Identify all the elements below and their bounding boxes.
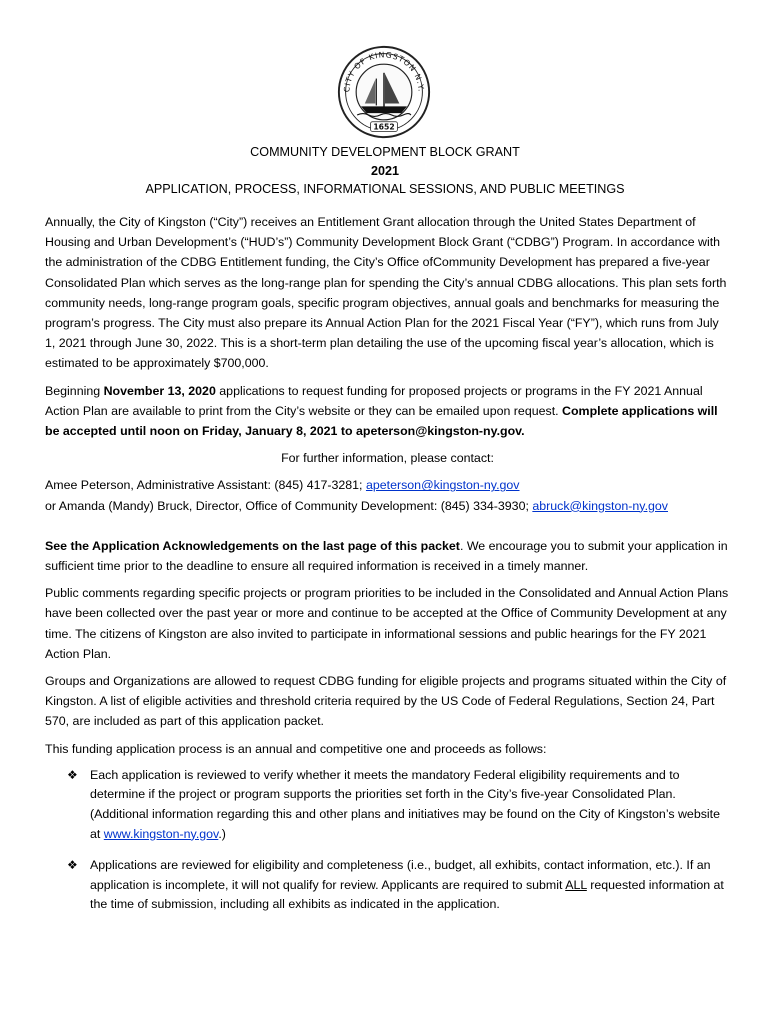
step-2-all-emphasis: ALL xyxy=(565,877,587,892)
document-body xyxy=(45,212,730,927)
contact-peterson-text: Amee Peterson, Administrative Assistant: (845) 417-3281; xyxy=(45,478,366,493)
header-year: 2021 xyxy=(370,163,400,178)
contact-line-bruck xyxy=(45,496,730,516)
acknowledgement-paragraph xyxy=(45,536,730,576)
deadline-middle: applications to request funding for proposed projects or programs in the FY 2021 Annual Action Plan are available to print from the City’s website or they can be emailed upon request. xyxy=(45,383,703,418)
process-intro: This funding application process is an annual and competitive one and proceeds as follows: xyxy=(45,741,547,756)
deadline-prefix: Beginning xyxy=(45,383,104,398)
step-2-end: requested information at the time of submission, including all exhibits as indicated in the application. xyxy=(90,877,724,912)
diamond-bullet-icon: ❖ xyxy=(67,767,78,782)
contact-block xyxy=(45,475,730,515)
website-link[interactable]: www.kingston-ny.gov xyxy=(103,826,219,841)
deadline-statement: Complete applications will be accepted until noon on Friday, January 8, 2021 to apeterson@kingston-ny.gov. xyxy=(45,403,718,439)
contact-line-peterson xyxy=(45,475,730,495)
diamond-bullet-icon: ❖ xyxy=(67,858,78,873)
contact-intro: For further information, please contact: xyxy=(281,451,494,466)
step-1-text: Each application is reviewed to verify whether it meets the mandatory Federal eligibility requirements and to determine if the project or program supports the priorities set forth in the City’s five-year Consolidated Plan. (Additional information regarding this and other plans and initiatives may be found on the City of Kingston’s website at xyxy=(90,767,720,841)
email-link-bruck[interactable]: abruck@kingston-ny.gov xyxy=(532,498,668,513)
deadline-paragraph xyxy=(45,381,730,442)
process-step-1 xyxy=(45,766,730,844)
process-step-2 xyxy=(45,856,730,915)
acknowledgement-bold: See the Application Acknowledgements on the last page of this packet xyxy=(45,538,460,553)
document-header xyxy=(40,143,730,199)
step-1-end: .) xyxy=(218,826,226,841)
step-2-text: Applications are reviewed for eligibility and completeness (i.e., budget, all exhibits, contact information, etc.). If an application is incomplete, it will not qualify for review. Applicants are required to submit xyxy=(90,858,711,892)
public-comments-paragraph: Public comments regarding specific projects or program priorities to be included in the Consolidated and Annual Action Plans have been collected over the past year or more and continue to be accepted at the Office of Community Development at any time. The citizens of Kingston are also invited to participate in informational sessions and public hearings for the FY 2021 Action Plan. xyxy=(45,586,729,661)
intro-paragraph: Annually, the City of Kingston (“City”) receives an Entitlement Grant allocation through the United States Department of Housing and Urban Development’s (“HUD’s”) Community Development Block Grant (“CDBG”) Program. In accordance with the administration of the CDBG Entitlement funding, the City’s Office ofCommunity Development has prepared a five-year Consolidated Plan which serves as the long-range plan for spending the City’s annual CDBG allocations. This plan sets forth community needs, long-range program goals, specific program objectives, annual goals and benchmarks for measuring the program’s progress. The City must also prepare its Annual Action Plan for the 2021 Fiscal Year (“FY”), which runs from July 1, 2021 through June 30, 2022. This is a short-term plan detailing the use of the upcoming fiscal year’s allocation, which is estimated to be approximately $700,000. xyxy=(45,215,727,371)
groups-paragraph: Groups and Organizations are allowed to request CDBG funding for eligible projects and programs situated within the City of Kingston. A list of eligible activities and threshold criteria required by the US Code of Federal Regulations, Section 24, Part 570, are included as part of this application packet. xyxy=(45,674,727,729)
seal-ring-text: CITY OF KINGSTON N.Y. xyxy=(342,50,426,93)
seal-year: 1652 xyxy=(373,122,395,132)
acknowledgement-rest: . We encourage you to submit your application in sufficient time prior to the deadline to ensure all required information is received in a timely manner. xyxy=(45,538,728,574)
header-title: COMMUNITY DEVELOPMENT BLOCK GRANT xyxy=(250,145,520,159)
header-subtitle: APPLICATION, PROCESS, INFORMATIONAL SESSIONS, AND PUBLIC MEETINGS xyxy=(145,182,625,196)
contact-bruck-text: or Amanda (Mandy) Bruck, Director, Office of Community Development: (845) 334-3930; xyxy=(45,498,533,513)
process-steps-list xyxy=(45,766,730,915)
start-date: November 13, 2020 xyxy=(103,383,216,398)
city-seal-logo xyxy=(336,44,432,140)
email-link-peterson[interactable]: apeterson@kingston-ny.gov xyxy=(365,478,520,493)
